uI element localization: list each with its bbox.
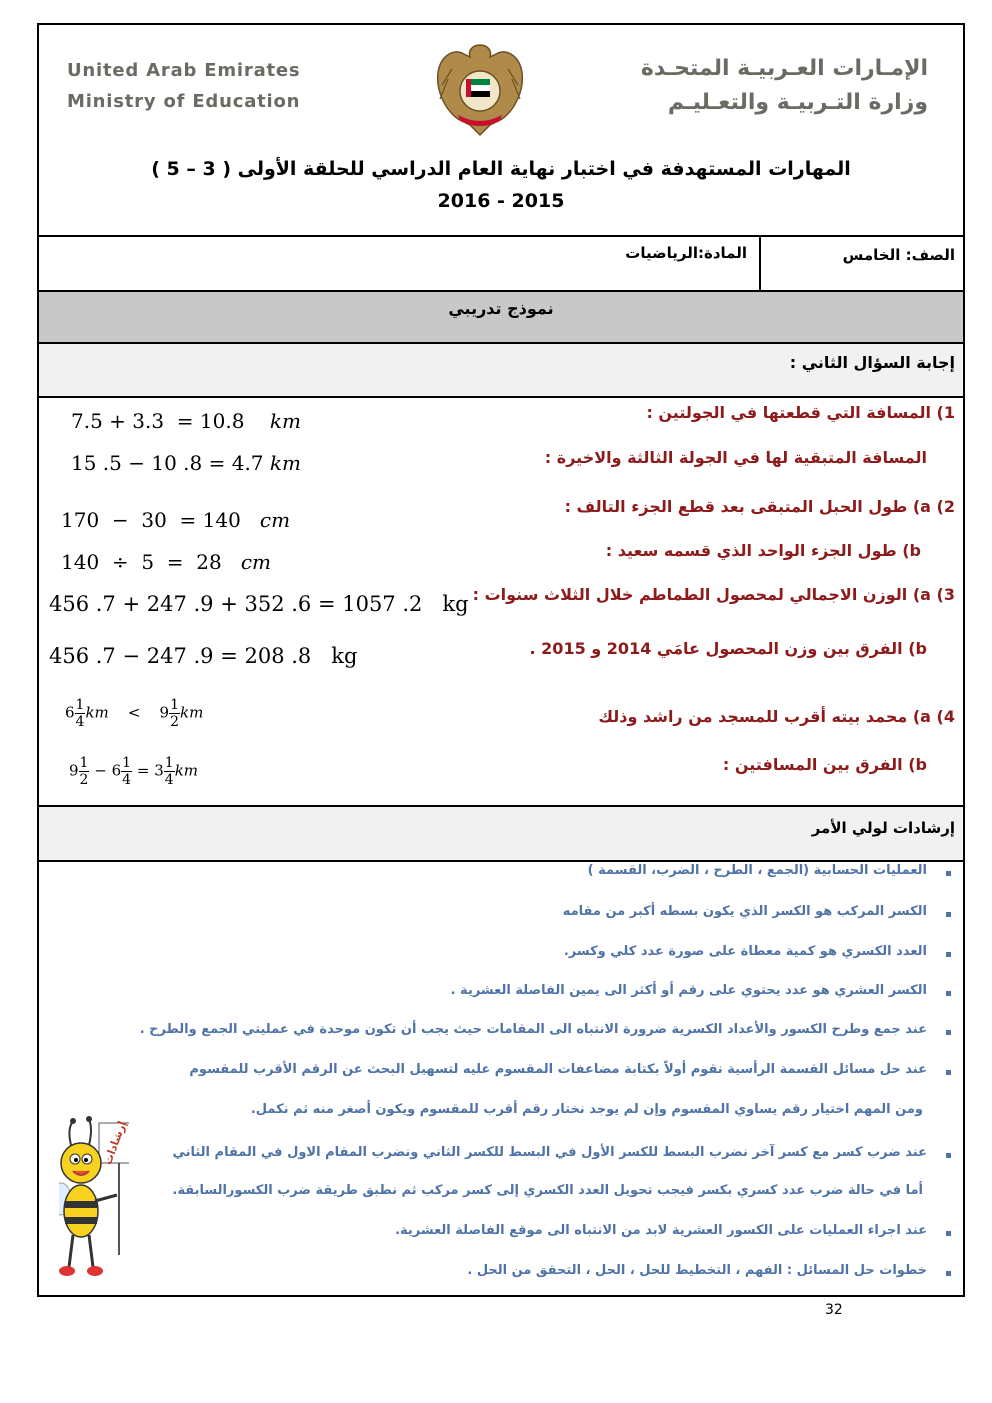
mixed-comparison xyxy=(65,697,203,730)
mixed-1-den: 4 xyxy=(75,714,85,730)
equation-3-expr: 170 − 30 = 140 xyxy=(61,508,241,532)
mixed-2-whole: 9 xyxy=(159,703,170,722)
ministry-logo-english xyxy=(67,55,300,117)
mixed-4-num: 1 xyxy=(122,755,132,771)
logo-ar-line2: وزارة التـربيـة والتعـليـم xyxy=(667,90,928,115)
page-number: 32 xyxy=(825,1302,843,1318)
tip-7: عند ضرب كسر مع كسر آخر نضرب البسط للكسر الأول في البسط للكسر الثاني ونضرب المقام الاول في المقام الثاني xyxy=(172,1145,927,1160)
mixed-5-whole: 3 xyxy=(154,761,164,780)
mixed-1-whole: 6 xyxy=(65,703,75,722)
mixed-5-fraction xyxy=(164,755,175,788)
equation-1-unit: km xyxy=(269,409,301,433)
mixed-difference xyxy=(69,755,198,788)
mixed-2-unit: km xyxy=(180,703,204,722)
mixed-4-fraction xyxy=(121,755,132,788)
ministry-logo-arabic xyxy=(641,52,928,120)
equation-4-unit: cm xyxy=(240,550,271,574)
tip-6-continuation: ومن المهم اختيار رقم يساوي المقسوم وإن لم يوجد نختار رقم أقرب للمقسوم ويكون أصغر منه ثم نكمل. xyxy=(250,1102,923,1117)
equation-3 xyxy=(61,508,290,532)
bullet-icon xyxy=(946,1231,951,1236)
bullet-icon xyxy=(946,871,951,876)
bullet-icon xyxy=(946,991,951,996)
page-frame xyxy=(37,23,965,1297)
equation-4-expr: 140 ÷ 5 = 28 xyxy=(61,550,222,574)
question-2a: 2) a) طول الحبل المتبقى بعد قطع الجزء التالف : xyxy=(564,497,955,516)
tip-1: العمليات الحسابية (الجمع ، الطرح ، الضرب، القسمة ) xyxy=(587,863,927,878)
divider xyxy=(759,237,761,290)
mixed-1-unit: km xyxy=(85,703,109,722)
tip-5: عند جمع وطرح الكسور والأعداد الكسرية ضرورة الانتباه الى المقامات حيث يجب أن تكون موحدة في عمليتي الجمع والطرح . xyxy=(139,1022,927,1037)
subject-label: المادة:الرياضيات xyxy=(625,244,747,262)
mixed-4-whole: 6 xyxy=(111,761,122,780)
equation-1-expr: 7.5 + 3.3 = 10.8 xyxy=(71,409,245,433)
tip-9: خطوات حل المسائل : الفهم ، التخطيط للحل ، الحل ، التحقق من الحل . xyxy=(467,1263,927,1278)
sign-label: إرشادات xyxy=(101,1119,129,1167)
tip-3: العدد الكسري هو كمية معطاة على صورة عدد كلي وكسر. xyxy=(563,944,927,959)
question-1b: المسافة المتبقية لها في الجولة الثالثة والاخيرة : xyxy=(544,448,927,467)
logo-en-line2: Ministry of Education xyxy=(67,91,301,112)
equation-5: 456 .7 + 247 .9 + 352 .6 = 1057 .2 kg xyxy=(49,592,469,616)
mixed-2-den: 2 xyxy=(170,714,179,730)
equals-operator: = xyxy=(136,761,150,780)
question-1a: 1) المسافة التي قطعتها في الجولتين : xyxy=(646,403,955,422)
uae-emblem-icon xyxy=(432,39,528,139)
bullet-icon xyxy=(946,1070,951,1075)
bullet-icon xyxy=(946,1271,951,1276)
equation-2-expr: 15 .5 − 10 .8 = 4.7 xyxy=(71,451,264,475)
mixed-3-whole: 9 xyxy=(69,761,79,780)
equation-2 xyxy=(71,451,301,475)
question-4a: 4) a) محمد بيته أقرب للمسجد من راشد وذلك xyxy=(598,707,955,726)
minus-operator: − xyxy=(94,761,107,780)
mixed-5-unit: km xyxy=(174,761,199,780)
bullet-icon xyxy=(946,952,951,957)
mixed-5-den: 4 xyxy=(164,772,174,788)
mixed-3-den: 2 xyxy=(79,772,89,788)
divider xyxy=(39,235,963,237)
bullet-icon xyxy=(946,1030,951,1035)
divider xyxy=(39,396,963,398)
tip-2: الكسر المركب هو الكسر الذي يكون بسطه أكبر من مقامه xyxy=(562,904,927,919)
mixed-1-num: 1 xyxy=(75,697,85,713)
question-3a: 3) a) الوزن الاجمالي لمحصول الطماطم خلال الثلاث سنوات : xyxy=(472,585,955,604)
equation-4 xyxy=(61,550,271,574)
mixed-2-num: 1 xyxy=(170,697,179,713)
equation-2-unit: km xyxy=(269,451,301,475)
mixed-1-fraction xyxy=(75,697,86,730)
mixed-5-num: 1 xyxy=(164,755,174,771)
mixed-2-fraction xyxy=(169,697,180,730)
logo-en-line1: United Arab Emirates xyxy=(67,60,301,81)
question-3b: b) الفرق بين وزن المحصول عامَي 2014 و 2015 . xyxy=(529,639,927,658)
logo-ar-line1: الإمـارات العـربيـة المتحـدة xyxy=(640,56,928,81)
tip-7-continuation: أما في حالة ضرب عدد كسري بكسر فيجب تحويل العدد الكسري إلى كسر مركب ثم نطبق طريقة ضرب الكسورالسابقة. xyxy=(172,1183,923,1198)
tip-4: الكسر العشري هو عدد يحتوي على رقم أو أكثر الى يمين الفاصلة العشرية . xyxy=(450,983,927,998)
equation-6: 456 .7 − 247 .9 = 208 .8 kg xyxy=(49,644,358,668)
question-4b: b) الفرق بين المسافتين : xyxy=(722,755,927,774)
mixed-4-den: 4 xyxy=(122,772,132,788)
comparison-operator: < xyxy=(127,703,141,722)
equation-1 xyxy=(71,409,301,433)
academic-year: 2016 - 2015 xyxy=(437,190,565,212)
grade-label: الصف: الخامس xyxy=(842,246,955,264)
bullet-icon xyxy=(946,1153,951,1158)
mixed-3-fraction xyxy=(79,755,90,788)
mixed-3-num: 1 xyxy=(79,755,89,771)
practice-model-banner: نموذج تدريبي xyxy=(448,299,554,318)
answer-heading: إجابة السؤال الثاني : xyxy=(789,353,955,372)
divider xyxy=(39,860,963,862)
tip-8: عند اجراء العمليات على الكسور العشرية لابد من الانتباه الى موقع الفاصلة العشرية. xyxy=(395,1223,927,1238)
guidance-heading: إرشادات لولي الأمر xyxy=(811,819,955,837)
tip-6: عند حل مسائل القسمة الرأسية نقوم أولاً بكتابة مضاعفات المقسوم عليه لتسهيل البحث عن الرقم الأقرب للمقسوم xyxy=(189,1062,927,1077)
bullet-icon xyxy=(946,912,951,917)
equation-3-unit: cm xyxy=(259,508,291,532)
exam-title: المهارات المستهدفة في اختبار نهاية العام الدراسي للحلقة الأولى ( 3 – 5 ) xyxy=(151,158,851,180)
question-2b: b) طول الجزء الواحد الذي قسمه سعيد : xyxy=(605,541,921,560)
